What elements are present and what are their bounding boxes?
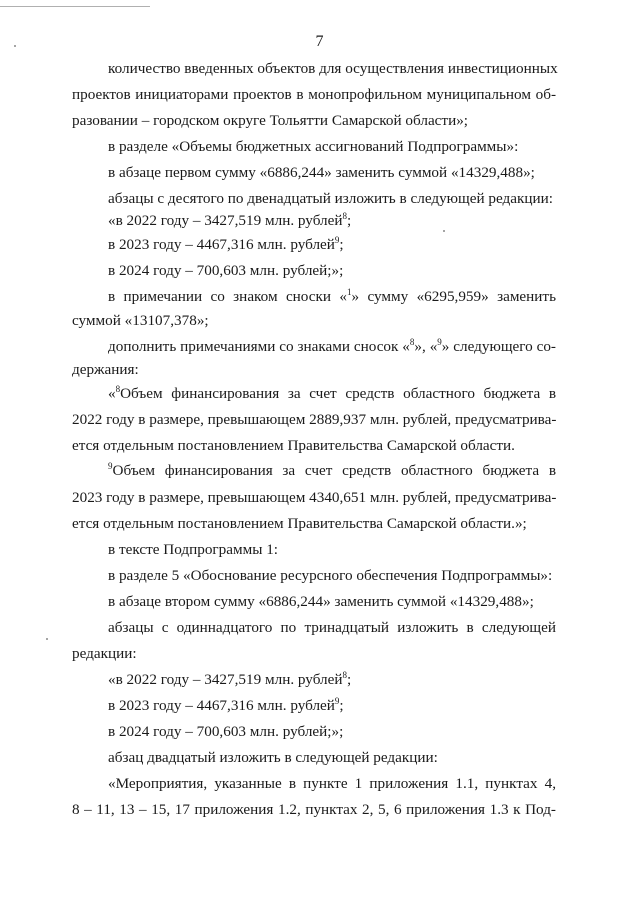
text-run: в 2023 году – 4467,316 млн. рублей (108, 697, 335, 714)
scan-speck (443, 230, 445, 232)
footnote-mark: 1 (347, 287, 352, 297)
text-line: в абзаце втором сумму «6886,244» заменить суммой «14329,488»; (108, 593, 534, 610)
text-line: в абзаце первом сумму «6886,244» заменить суммой «14329,488»; (108, 164, 535, 181)
footnote-mark: 9 (334, 696, 340, 706)
text-line: абзацы с десятого по двенадцатый изложить в следующей редакции: (108, 190, 553, 207)
text-run: ; (339, 697, 344, 714)
text-line (108, 288, 556, 306)
text-line (108, 671, 556, 689)
text-line (108, 338, 556, 356)
text-line: 2022 году в размере, превышающем 2889,937 млн. рублей, предусматрива- (72, 411, 557, 428)
text-line (108, 385, 556, 403)
scan-speck (46, 638, 48, 640)
text-line (108, 462, 556, 480)
text-line: в разделе 5 «Обоснование ресурсного обеспечения Подпрограммы»: (108, 567, 553, 584)
text-line: в разделе «Объемы бюджетных ассигнований Подпрограммы»: (108, 138, 519, 155)
footnote-mark: 8 (409, 337, 415, 347)
text-line: в 2024 году – 700,603 млн. рублей;»; (108, 262, 344, 279)
text-line: абзац двадцатый изложить в следующей редакции: (108, 749, 438, 766)
text-run: Объем финансирования за счет средств областного бюджета в (112, 462, 556, 479)
text-line: 8 – 11, 13 – 15, 17 приложения 1.2, пунктах 2, 5, 6 приложения 1.3 к Под- (72, 801, 556, 818)
text-run: ; (347, 671, 352, 688)
footnote-mark: 9 (437, 337, 442, 347)
text-run: ; (347, 212, 352, 229)
footnote-mark: 8 (342, 211, 347, 221)
text-run: дополнить примечаниями со знаками сносок « (108, 338, 410, 355)
page-number: 7 (315, 33, 324, 50)
footnote-mark: 9 (334, 235, 340, 245)
text-line: в 2024 году – 700,603 млн. рублей;»; (108, 723, 344, 740)
text-line: абзацы с одиннадцатого по тринадцатый изложить в следующей (108, 619, 556, 636)
text-line (108, 236, 556, 254)
text-line: разовании – городском округе Тольятти Самарской области»; (72, 112, 469, 129)
text-line: «Мероприятия, указанные в пункте 1 приложения 1.1, пунктах 4, (108, 775, 556, 792)
text-run: ; (339, 236, 344, 253)
scan-edge-line (0, 6, 150, 7)
text-run: « (108, 385, 116, 402)
text-line: держания: (72, 361, 139, 378)
text-run: «в 2022 году – 3427,519 млн. рублей (108, 212, 343, 229)
text-run: » следующего со- (441, 338, 556, 355)
text-run: », « (414, 338, 438, 355)
text-line: количество введенных объектов для осуществления инвестиционных (108, 60, 558, 77)
text-run: в примечании со знаком сноски « (108, 288, 347, 305)
text-run: » сумму «6295,959» заменить (351, 288, 556, 305)
text-run: в 2023 году – 4467,316 млн. рублей (108, 236, 335, 253)
text-line: ется отдельным постановлением Правительства Самарской области. (72, 437, 515, 454)
text-line: ется отдельным постановлением Правительства Самарской области.»; (72, 515, 527, 532)
text-run: Объем финансирования за счет средств областного бюджета в (120, 385, 556, 402)
text-line: проектов инициаторами проектов в монопрофильном муниципальном об- (72, 86, 556, 103)
text-line (108, 697, 556, 715)
footnote-mark: 8 (115, 384, 121, 394)
text-line (108, 212, 556, 230)
text-line: 2023 году в размере, превышающем 4340,651 млн. рублей, предусматрива- (72, 489, 557, 506)
text-line: суммой «13107,378»; (72, 312, 209, 329)
footnote-mark: 9 (108, 461, 113, 471)
text-line: редакции: (72, 645, 137, 662)
text-line: в тексте Подпрограммы 1: (108, 541, 279, 558)
footnote-mark: 8 (342, 670, 347, 680)
text-run: «в 2022 году – 3427,519 млн. рублей (108, 671, 343, 688)
